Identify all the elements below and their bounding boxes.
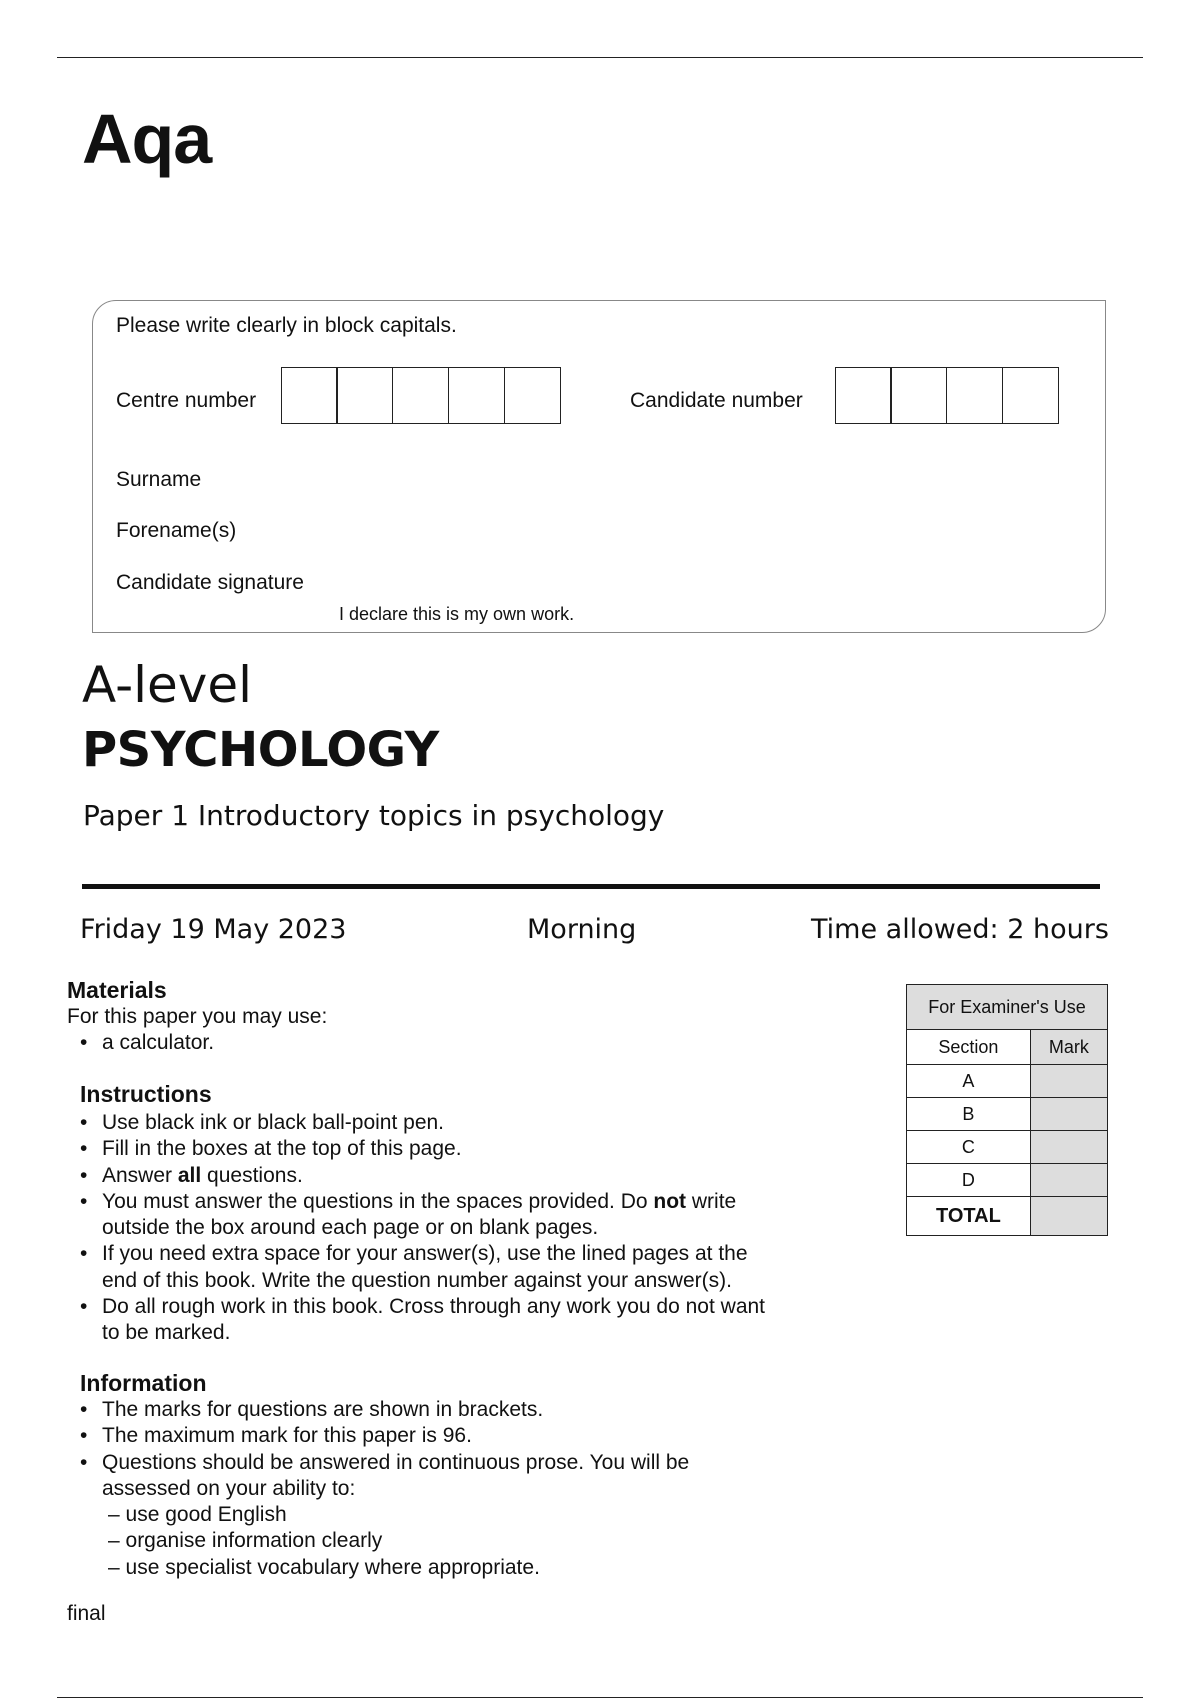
candidate-signature-label: Candidate signature (116, 571, 304, 594)
materials-heading: Materials (67, 977, 167, 1003)
list-item: • The maximum mark for this paper is 96. (80, 1423, 689, 1449)
list-item-continuation: assessed on your ability to: (102, 1476, 356, 1500)
list-item: • The marks for questions are shown in brackets. (80, 1397, 689, 1423)
candidate-number-digit[interactable] (890, 367, 947, 424)
time-allowed: Time allowed: 2 hours (811, 914, 1109, 945)
list-item-continuation: – organise information clearly (108, 1529, 383, 1553)
aqa-logo: Aqa (82, 100, 212, 178)
mark-cell[interactable] (1030, 1065, 1107, 1098)
candidate-number-digit[interactable] (946, 367, 1003, 424)
instructions-list (80, 1110, 765, 1347)
information-heading: Information (80, 1370, 207, 1396)
list-item-continuation: end of this book. Write the question number against your answer(s). (102, 1268, 732, 1292)
examiner-table-title: For Examiner's Use (907, 985, 1108, 1030)
list-item: • Answer all questions. (80, 1163, 765, 1189)
candidate-number-label: Candidate number (630, 389, 803, 412)
list-item: • Questions should be answered in continuous prose. You will be (80, 1450, 689, 1476)
instructions-heading: Instructions (80, 1081, 212, 1107)
section-label: B (907, 1098, 1031, 1131)
footer-note: final (67, 1602, 106, 1625)
heading-divider (82, 884, 1100, 889)
list-item-continuation: – use specialist vocabulary where appropriate. (108, 1555, 540, 1579)
centre-number-digit[interactable] (392, 367, 449, 424)
declaration-text: I declare this is my own work. (339, 604, 575, 624)
information-list (80, 1397, 689, 1581)
section-label: A (907, 1065, 1031, 1098)
mark-cell[interactable] (1030, 1164, 1107, 1197)
total-row (907, 1197, 1108, 1236)
forenames-label: Forename(s) (116, 519, 237, 542)
examiner-use-table (906, 984, 1108, 1236)
table-row (907, 1164, 1108, 1197)
candidate-number-boxes (836, 367, 1059, 424)
candidate-number-digit[interactable] (835, 367, 892, 424)
candidate-number-digit[interactable] (1002, 367, 1059, 424)
list-item: • If you need extra space for your answer(s), use the lined pages at the (80, 1241, 765, 1267)
block-capitals-instruction: Please write clearly in block capitals. (116, 314, 457, 337)
mark-cell[interactable] (1030, 1098, 1107, 1131)
list-item: • Fill in the boxes at the top of this page. (80, 1136, 765, 1162)
list-item: • a calculator. (80, 1030, 214, 1056)
total-label: TOTAL (907, 1197, 1031, 1236)
centre-number-digit[interactable] (281, 367, 338, 424)
total-mark-cell[interactable] (1030, 1197, 1107, 1236)
list-item-continuation: to be marked. (102, 1321, 231, 1345)
list-item: • You must answer the questions in the spaces provided. Do not write (80, 1189, 765, 1215)
qualification-level: A-level (82, 656, 253, 714)
subject-title: PSYCHOLOGY (82, 722, 439, 778)
top-rule (57, 57, 1143, 58)
exam-date: Friday 19 May 2023 (80, 914, 347, 945)
exam-session: Morning (527, 914, 637, 945)
mark-column-header: Mark (1030, 1030, 1107, 1065)
table-row (907, 1065, 1108, 1098)
centre-number-digit[interactable] (336, 367, 393, 424)
centre-number-boxes (282, 367, 561, 424)
section-label: D (907, 1164, 1031, 1197)
bottom-rule (57, 1697, 1143, 1698)
list-item-continuation: – use good English (108, 1503, 287, 1527)
table-row (907, 1098, 1108, 1131)
mark-cell[interactable] (1030, 1131, 1107, 1164)
surname-label: Surname (116, 468, 202, 491)
centre-number-label: Centre number (116, 389, 257, 412)
list-item: • Do all rough work in this book. Cross through any work you do not want (80, 1294, 765, 1320)
list-item-continuation: outside the box around each page or on blank pages. (102, 1216, 599, 1240)
section-label: C (907, 1131, 1031, 1164)
paper-title: Paper 1 Introductory topics in psychology (83, 799, 665, 832)
materials-list (80, 1030, 214, 1056)
list-item: • Use black ink or black ball-point pen. (80, 1110, 765, 1136)
table-row (907, 1131, 1108, 1164)
section-column-header: Section (907, 1030, 1031, 1065)
materials-intro: For this paper you may use: (67, 1005, 328, 1028)
centre-number-digit[interactable] (448, 367, 505, 424)
centre-number-digit[interactable] (504, 367, 561, 424)
candidate-details-box (92, 300, 1106, 633)
